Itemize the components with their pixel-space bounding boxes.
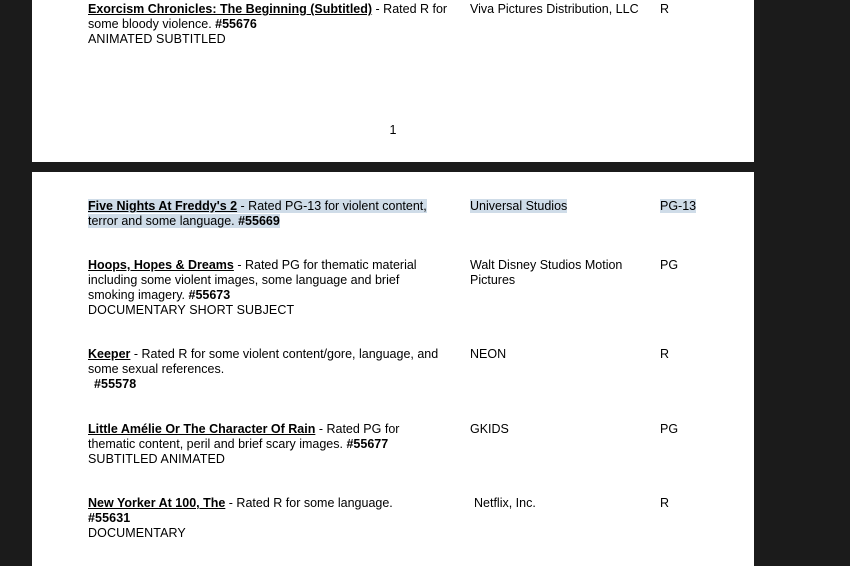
- film-entry-title: [88, 2, 448, 47]
- film-distributor: Netflix, Inc.: [474, 496, 536, 510]
- document-page-1: [32, 0, 754, 162]
- film-entry-title: [88, 496, 448, 541]
- film-rating-text: - Rated R for some language.: [225, 496, 393, 510]
- film-rating-text: - Rated R for some bloody violence.: [88, 2, 448, 31]
- film-tags: DOCUMENTARY SHORT SUBJECT: [88, 303, 295, 317]
- film-tags: DOCUMENTARY: [88, 526, 186, 540]
- film-distributor-text: Universal Studios: [470, 199, 568, 213]
- film-rating-text: - Rated PG-13 for violent content, terror and some language.: [88, 199, 427, 228]
- film-title-link[interactable]: Hoops, Hopes & Dreams: [88, 258, 234, 272]
- film-entry-title: [88, 347, 448, 392]
- film-entry-title: [88, 258, 448, 318]
- film-distributor: [470, 199, 650, 214]
- film-rating-code: PG: [660, 258, 679, 272]
- film-number: #55578: [94, 377, 137, 391]
- film-number: #55669: [238, 214, 280, 228]
- film-entry-title: [88, 422, 448, 467]
- film-number: #55676: [215, 17, 257, 31]
- film-rating-code: [660, 199, 720, 214]
- film-title-link[interactable]: New Yorker At 100, The: [88, 496, 226, 510]
- film-rating-code: PG: [660, 422, 679, 436]
- film-distributor: Viva Pictures Distribution, LLC: [470, 2, 639, 16]
- film-title-link[interactable]: Exorcism Chronicles: The Beginning (Subtitled): [88, 2, 373, 16]
- document-page-2: [32, 172, 754, 566]
- page-number: 1: [389, 123, 397, 137]
- film-entry-title: [88, 199, 448, 229]
- film-rating-text: - Rated PG for thematic content, peril and brief scary images.: [88, 422, 400, 451]
- film-distributor: GKIDS: [470, 422, 509, 436]
- film-tags: SUBTITLED ANIMATED: [88, 452, 226, 466]
- film-rating-text: - Rated PG for thematic material including some violent images, some language and brief smoking imagery.: [88, 258, 417, 302]
- film-tags: ANIMATED SUBTITLED: [88, 32, 226, 46]
- film-rating-code-text: PG-13: [660, 199, 697, 213]
- film-title-link[interactable]: Little Amélie Or The Character Of Rain: [88, 422, 316, 436]
- film-distributor: NEON: [470, 347, 507, 361]
- film-rating-code: R: [660, 496, 670, 510]
- film-title-link[interactable]: Keeper: [88, 347, 131, 361]
- film-rating-code: R: [660, 2, 670, 16]
- film-rating-text: - Rated R for some violent content/gore, language, and some sexual references.: [88, 347, 439, 376]
- film-distributor: Walt Disney Studios Motion Pictures: [470, 258, 623, 287]
- film-number: #55631: [88, 511, 131, 525]
- film-title-link[interactable]: Five Nights At Freddy's 2: [88, 199, 238, 213]
- film-number: #55677: [346, 437, 389, 451]
- film-number: #55673: [188, 288, 231, 302]
- film-rating-code: R: [660, 347, 670, 361]
